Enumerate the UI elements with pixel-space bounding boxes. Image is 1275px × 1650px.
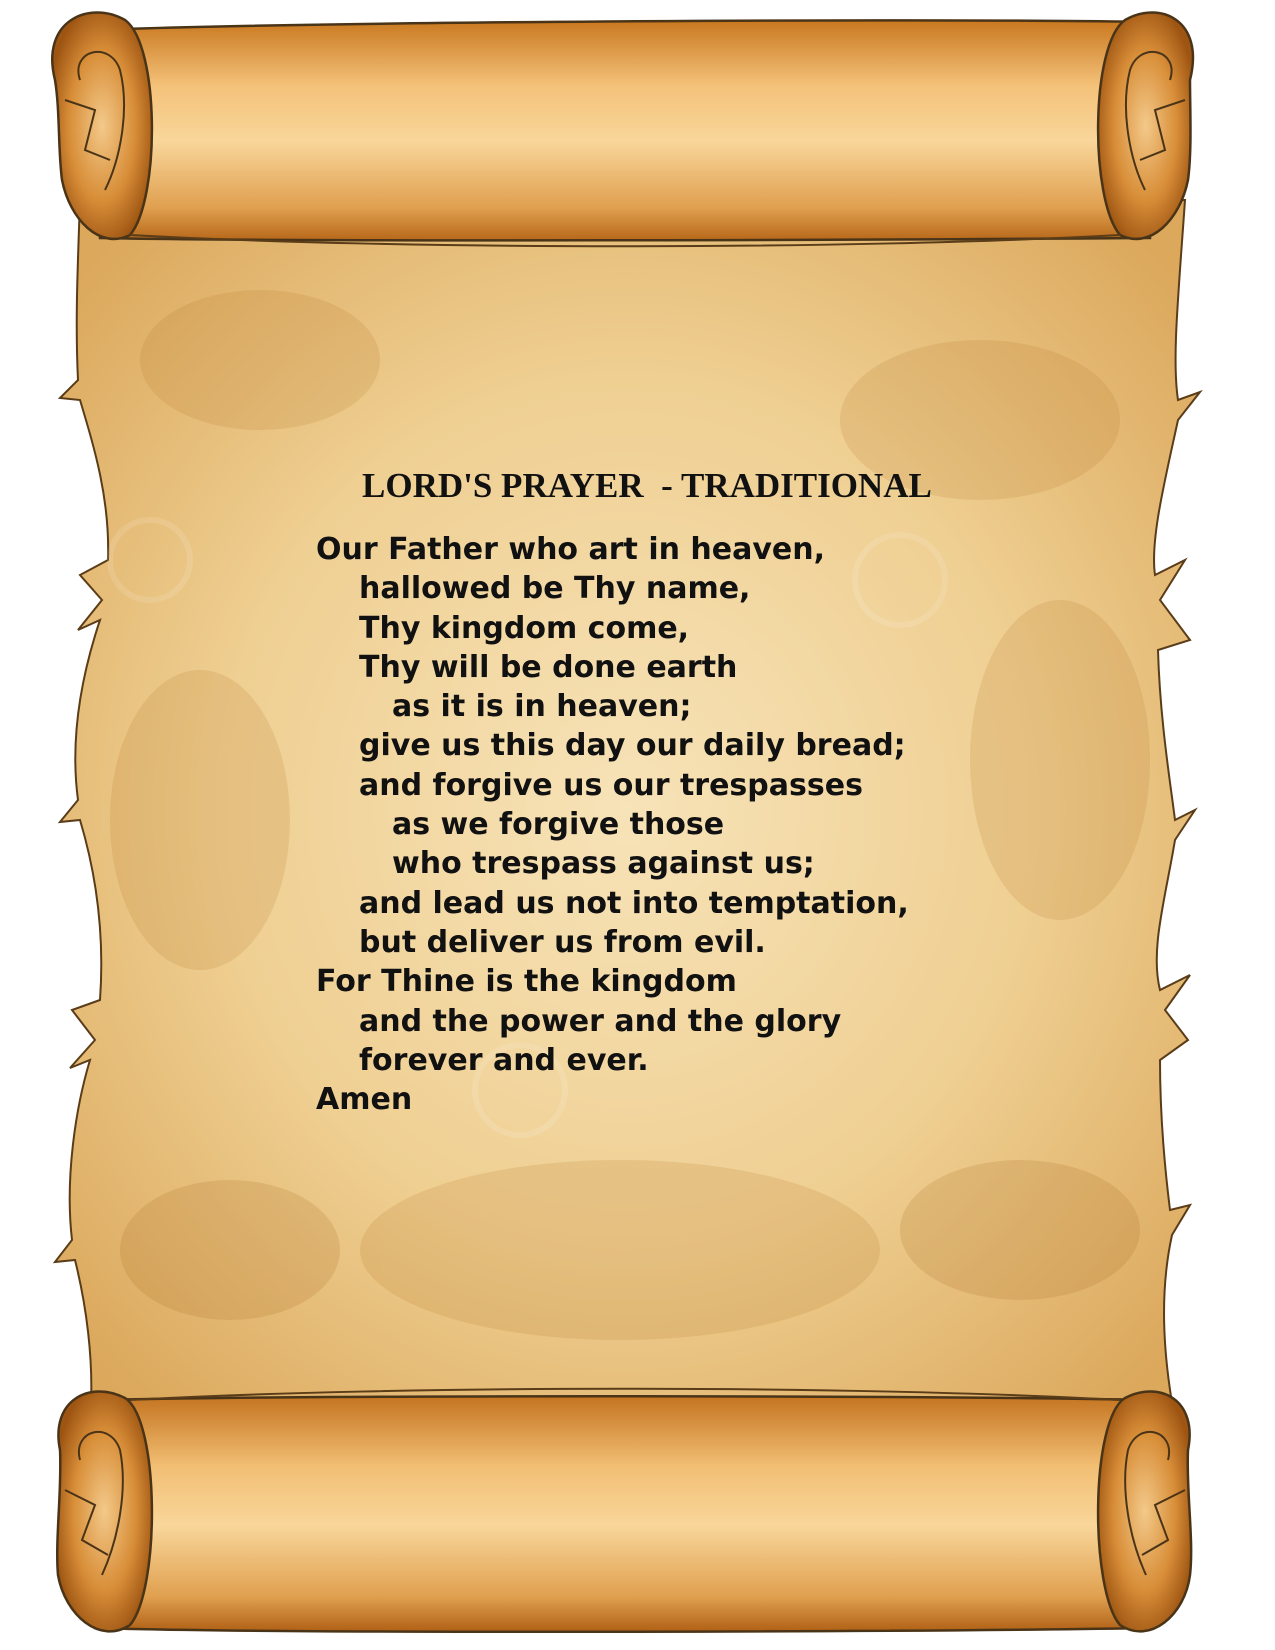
- prayer-line: and forgive us our trespasses: [359, 767, 863, 803]
- prayer-line: Amen: [316, 1082, 413, 1118]
- prayer-line: forever and ever.: [359, 1042, 649, 1078]
- prayer-line: but deliver us from evil.: [359, 924, 766, 960]
- prayer-line: give us this day our daily bread;: [359, 728, 906, 764]
- prayer-line: Our Father who art in heaven,: [316, 532, 826, 567]
- prayer-line: and lead us not into temptation,: [359, 885, 909, 921]
- prayer-title: LORD'S PRAYER - TRADITIONAL: [362, 466, 932, 505]
- prayer-line: who trespass against us;: [392, 846, 815, 882]
- prayer-line: as we forgive those: [392, 807, 725, 843]
- top-scroll-roll: [52, 13, 1193, 247]
- bottom-scroll-roll: [57, 1389, 1191, 1632]
- prayer-line: and the power and the glory: [359, 1003, 842, 1039]
- prayer-line: as it is in heaven;: [392, 689, 692, 725]
- prayer-line: For Thine is the kingdom: [316, 964, 737, 1000]
- prayer-line: Thy kingdom come,: [359, 610, 690, 646]
- prayer-line: hallowed be Thy name,: [359, 571, 751, 607]
- prayer-line: Thy will be done earth: [359, 649, 738, 685]
- prayer-text: [316, 530, 909, 1119]
